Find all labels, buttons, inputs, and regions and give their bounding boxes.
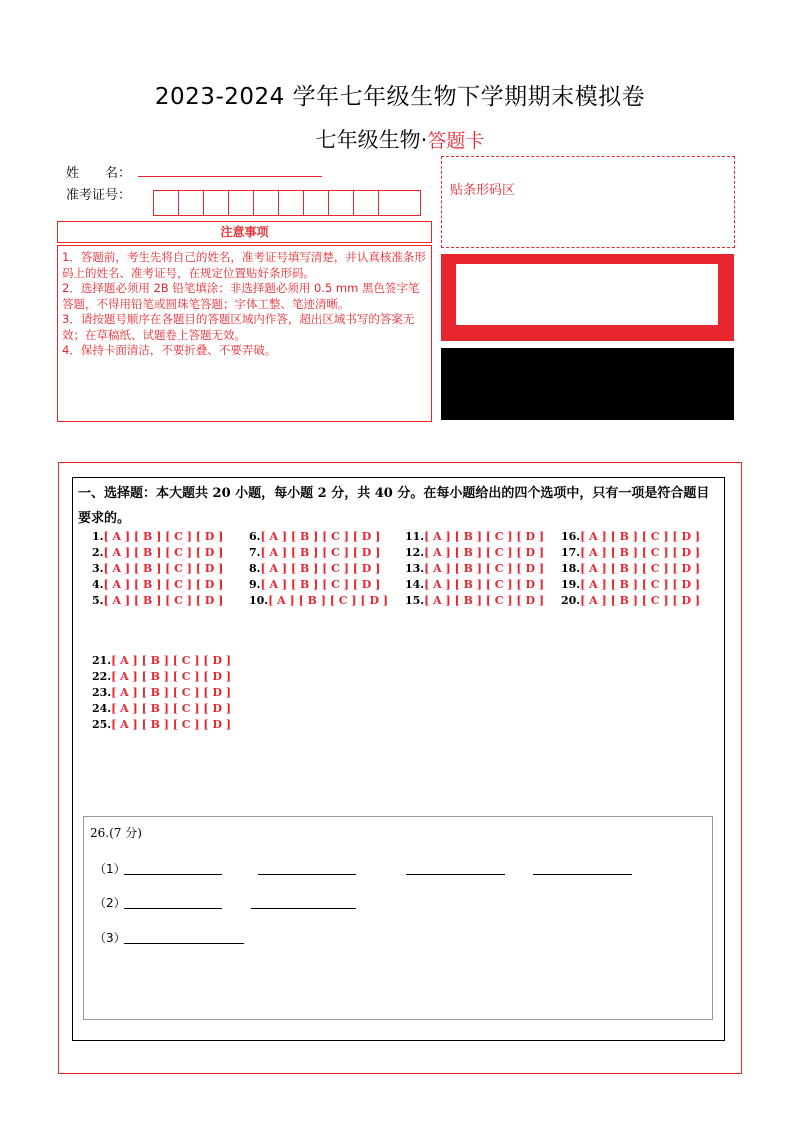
answer-row[interactable]: 16.[ A ] [ B ] [ C ] [ D ] [561, 530, 701, 543]
answer-row[interactable]: 13.[ A ] [ B ] [ C ] [ D ] [405, 562, 545, 575]
answer-row[interactable]: 11.[ A ] [ B ] [ C ] [ D ] [405, 530, 545, 543]
question-26-box [83, 816, 713, 1020]
subtitle-main: 七年级生物· [315, 128, 428, 152]
answer-row[interactable]: 21.[ A ] [ B ] [ C ] [ D ] [92, 654, 232, 667]
answer-row[interactable]: 2.[ A ] [ B ] [ C ] [ D ] [92, 546, 224, 559]
notice-item: 3．请按题号顺序在各题目的答题区域内作答，超出区域书写的答案无效；在草稿纸、试题卷上答题无效。 [62, 312, 415, 342]
id-cell[interactable] [304, 191, 329, 215]
subtitle-red: 答题卡 [427, 130, 485, 152]
answer-blank[interactable] [406, 874, 505, 875]
notice-item: 2．选择题必须用 2B 铅笔填涂；非选择题必须用 0.5 mm 黑色签字笔答题，不得用铅笔或圆珠笔答题；字体工整、笔迹清晰。 [62, 281, 420, 311]
answer-row[interactable]: 15.[ A ] [ B ] [ C ] [ D ] [405, 594, 545, 607]
id-cell[interactable] [329, 191, 354, 215]
answer-row[interactable]: 14.[ A ] [ B ] [ C ] [ D ] [405, 578, 545, 591]
answer-row[interactable]: 24.[ A ] [ B ] [ C ] [ D ] [92, 702, 232, 715]
notice-body [57, 245, 432, 422]
answer-row[interactable]: 8.[ A ] [ B ] [ C ] [ D ] [249, 562, 381, 575]
barcode-area [441, 156, 735, 248]
answer-column-4 [561, 529, 700, 609]
id-cell[interactable] [179, 191, 204, 215]
answer-row[interactable]: 20.[ A ] [ B ] [ C ] [ D ] [561, 594, 701, 607]
black-positioning-block [441, 348, 734, 420]
answer-row[interactable]: 1.[ A ] [ B ] [ C ] [ D ] [92, 530, 224, 543]
answer-row[interactable]: 6.[ A ] [ B ] [ C ] [ D ] [249, 530, 381, 543]
exam-title: 2023-2024 学年七年级生物下学期期末模拟卷 [154, 84, 646, 110]
section1-heading: 一、选择题：本大题共 20 小题，每小题 2 分，共 40 分。在每小题给出的四个选项中，只有一项是符合题目要求的。 [78, 486, 710, 526]
answer-row[interactable]: 17.[ A ] [ B ] [ C ] [ D ] [561, 546, 701, 559]
answer-blank[interactable] [124, 943, 244, 944]
id-cell[interactable] [379, 191, 404, 215]
question-26-heading: 26.(7 分) [90, 826, 142, 840]
id-label: 准考证号： [66, 188, 132, 203]
answer-row[interactable]: 7.[ A ] [ B ] [ C ] [ D ] [249, 546, 381, 559]
answer-column-2 [249, 529, 388, 609]
id-cell[interactable] [254, 191, 279, 215]
exam-id-boxes[interactable] [153, 190, 421, 216]
notice-item: 1．答题前，考生先将自己的姓名，准考证号填写清楚，并认真核准条形码上的姓名、准考证号，在规定位置贴好条形码。 [62, 250, 426, 280]
name-label: 姓 名： [66, 166, 132, 181]
answer-blank[interactable] [251, 908, 356, 909]
q26-row-label: （2） [94, 896, 126, 910]
answer-row[interactable]: 10.[ A ] [ B ] [ C ] [ D ] [249, 594, 389, 607]
answer-row[interactable]: 18.[ A ] [ B ] [ C ] [ D ] [561, 562, 701, 575]
answer-blank[interactable] [258, 874, 356, 875]
answer-column-3 [405, 529, 544, 609]
answer-row[interactable]: 25.[ A ] [ B ] [ C ] [ D ] [92, 718, 232, 731]
answer-sheet-subtitle [0, 124, 800, 154]
answer-row[interactable]: 3.[ A ] [ B ] [ C ] [ D ] [92, 562, 224, 575]
answer-column-1 [92, 529, 223, 609]
q26-row-label: （1） [94, 862, 126, 876]
answer-row[interactable]: 19.[ A ] [ B ] [ C ] [ D ] [561, 578, 701, 591]
id-cell[interactable] [354, 191, 379, 215]
missing-exam-mark-inner [456, 264, 718, 325]
answer-column-extra [92, 653, 231, 733]
id-cell[interactable] [204, 191, 229, 215]
name-field[interactable] [138, 176, 322, 177]
q26-row-label: （3） [94, 931, 126, 945]
id-cell[interactable] [229, 191, 254, 215]
answer-row[interactable]: 5.[ A ] [ B ] [ C ] [ D ] [92, 594, 224, 607]
missing-exam-mark-box [441, 254, 734, 341]
id-cell[interactable] [154, 191, 179, 215]
notice-heading: 注意事项 [57, 221, 432, 243]
barcode-label: 贴条形码区 [450, 183, 516, 198]
answer-row[interactable]: 4.[ A ] [ B ] [ C ] [ D ] [92, 578, 224, 591]
answer-row[interactable]: 22.[ A ] [ B ] [ C ] [ D ] [92, 670, 232, 683]
id-cell[interactable] [279, 191, 304, 215]
answer-row[interactable]: 23.[ A ] [ B ] [ C ] [ D ] [92, 686, 232, 699]
answer-blank[interactable] [124, 874, 222, 875]
notice-item: 4．保持卡面清洁，不要折叠、不要弄破。 [62, 343, 277, 357]
answer-row[interactable]: 9.[ A ] [ B ] [ C ] [ D ] [249, 578, 381, 591]
answer-blank[interactable] [124, 908, 222, 909]
answer-blank[interactable] [533, 874, 632, 875]
answer-row[interactable]: 12.[ A ] [ B ] [ C ] [ D ] [405, 546, 545, 559]
